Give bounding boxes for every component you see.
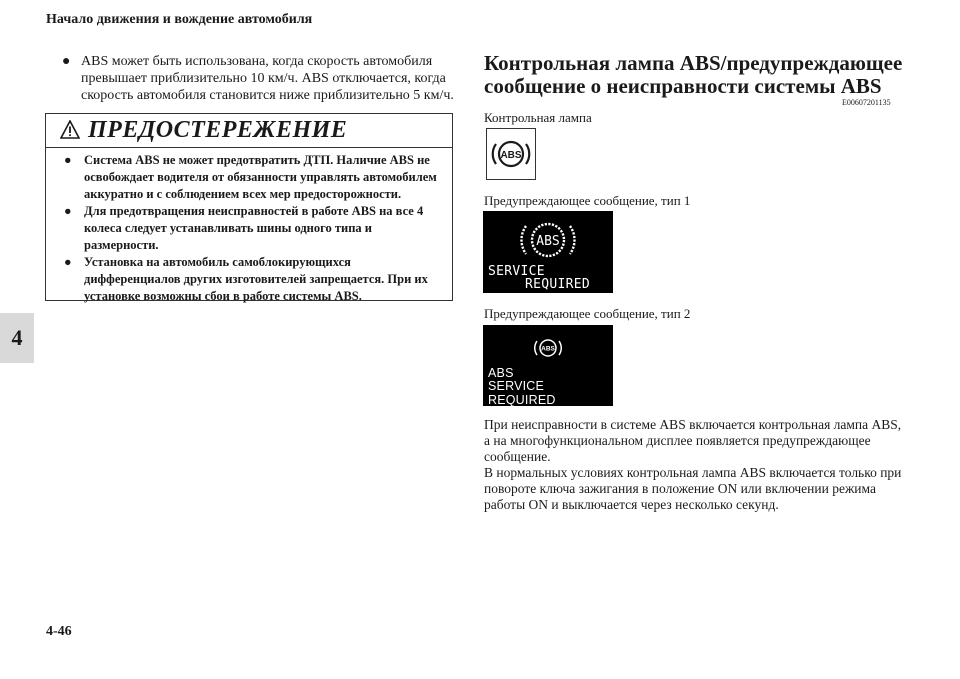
intro-item: ● ABS может быть использована, когда скорость автомобиля превышает приблизительно 10 км/ч. ABS отключается, когда скорость автомобиля становится ниже приблизительно 5 км/ч. — [48, 53, 458, 104]
warning-list — [46, 148, 452, 305]
warning-box — [45, 113, 453, 301]
warning-item: ● Установка на автомобиль самоблокирующихся дифференциалов других изготовителей запрещается. При их установке возможны сбои в работе системы ABS. — [50, 254, 444, 305]
warning-item: ● Для предотвращения неисправностей в работе ABS на все 4 колеса следует устанавливать шины одного типа и размерности. — [50, 203, 444, 254]
screen2-line1: ABS — [488, 366, 514, 380]
lamp-icon-text: ABS — [500, 150, 522, 161]
lamp-label: Контрольная лампа — [484, 110, 592, 125]
abs-screen-icon — [531, 334, 565, 362]
screen2-line2: SERVICE REQUIRED — [488, 379, 556, 407]
page-number: 4-46 — [46, 624, 72, 639]
section-title: Контрольная лампа ABS/предупреждающее сообщение о неисправности системы ABS — [484, 51, 903, 98]
screen2-icon-text: ABS — [541, 345, 555, 353]
screen1-line2: REQUIRED — [525, 277, 591, 292]
description — [484, 417, 904, 513]
warning-header — [46, 114, 452, 148]
type1-label: Предупреждающее сообщение, тип 1 — [484, 193, 691, 208]
type2-label: Предупреждающее сообщение, тип 2 — [484, 306, 691, 321]
warning-triangle-icon — [60, 120, 80, 139]
chapter-tab: 4 — [0, 313, 34, 363]
abs-lamp-icon — [487, 129, 535, 179]
description-paragraph: При неисправности в системе ABS включается контрольная лампа ABS, а на многофункциональном дисплее появляется предупреждающее сообщение. — [484, 417, 902, 464]
intro-list — [48, 53, 458, 104]
warning-title: ПРЕДОСТЕРЕЖЕНИЕ — [88, 117, 348, 143]
description-paragraph: В нормальных условиях контрольная лампа ABS включается только при повороте ключа зажигания в положение ON или включении режима работы ON и выключается через несколько секунд. — [484, 465, 902, 512]
warning-item: ● Система ABS не может предотвратить ДТП. Наличие ABS не освобождает водителя от обязанности управлять автомобилем аккуратно и с соблюдением всех мер предосторожности. — [50, 152, 444, 203]
screen1-line1: SERVICE — [488, 264, 545, 279]
abs-screen-icon — [510, 214, 586, 266]
section-code: E00607201135 — [842, 98, 891, 107]
abs-lamp — [486, 128, 536, 180]
running-header: Начало движения и вождение автомобиля — [46, 12, 313, 27]
screen1-icon-text: ABS — [536, 234, 560, 249]
warning-screen-type1 — [483, 211, 613, 293]
warning-screen-type2 — [483, 325, 613, 406]
